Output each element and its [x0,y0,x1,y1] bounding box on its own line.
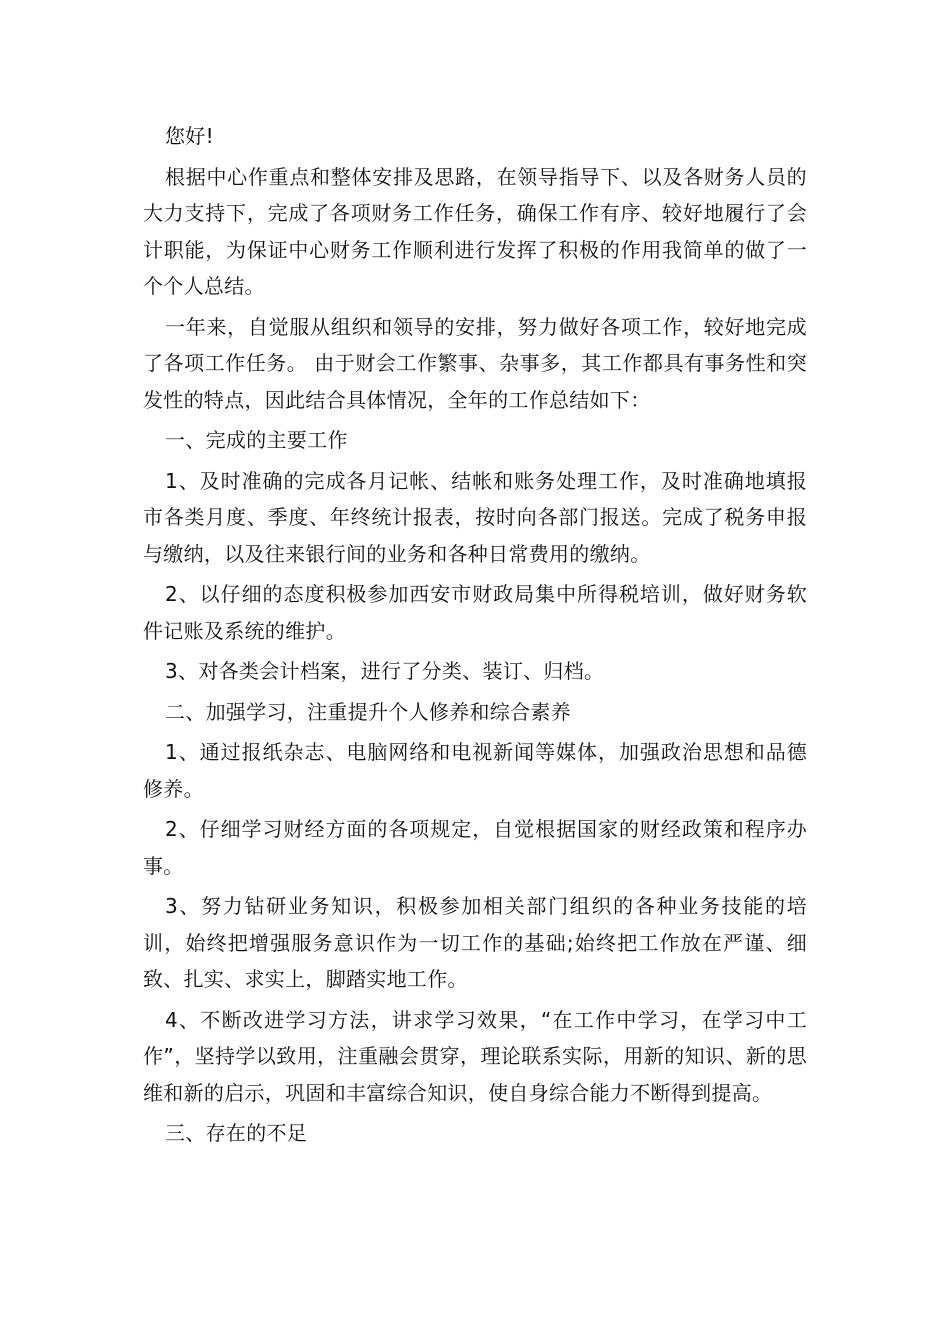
section-heading-1: 一、完成的主要工作 [165,428,348,452]
section-heading-3: 三、存在的不足 [165,1121,308,1145]
greeting: 您好! [165,124,214,148]
section-heading-2: 二、加强学习，注重提升个人修养和综合素养 [165,699,571,724]
document-body [143,118,807,1156]
intro-paragraph: 根据中心作重点和整体安排及思路，在领导指导下、以及各财务人员的大力支持下，完成了各项财务工作任务，确保工作有序、较好地履行了会计职能，为保证中心财务工作顺利进行发挥了积极的作用我简单的做了一个个人总结。 [143,164,807,298]
section-1-item-3: 3、对各类会计档案，进行了分类、装订、归档。 [165,659,605,683]
section-1-item-2: 2、以仔细的态度积极参加西安市财政局集中所得税培训，做好财务软件记账及系统的维护。 [143,582,807,643]
section-2-item-1: 1、通过报纸杂志、电脑网络和电视新闻等媒体，加强政治思想和品德修养。 [143,740,807,801]
section-2-item-3: 3、努力钻研业务知识，积极参加相关部门组织的各种业务技能的培训，始终把增强服务意识作为一切工作的基础;始终把工作放在严谨、细致、扎实、求实上，脚踏实地工作。 [143,894,807,991]
overview-paragraph: 一年来，自觉服从组织和领导的安排，努力做好各项工作，较好地完成了各项工作任务。 由于财会工作繁事、杂事多，其工作都具有事务性和突发性的特点，因此结合具体情况，全年的工作总结如下： [143,314,807,412]
section-2-item-4: 4、不断改进学习方法，讲求学习效果，“在工作中学习，在学习中工作”，坚持学以致用，注重融会贯穿，理论联系实际，用新的知识、新的思维和新的启示，巩固和丰富综合知识，使自身综合能力不断得到提高。 [143,1007,807,1105]
section-1-item-1: 1、及时准确的完成各月记帐、结帐和账务处理工作，及时准确地填报市各类月度、季度、年终统计报表，按时向各部门报送。完成了税务申报与缴纳，以及往来银行间的业务和各种日常费用的缴纳。 [143,468,807,566]
section-2-item-2: 2、仔细学习财经方面的各项规定，自觉根据国家的财经政策和程序办事。 [143,817,807,878]
